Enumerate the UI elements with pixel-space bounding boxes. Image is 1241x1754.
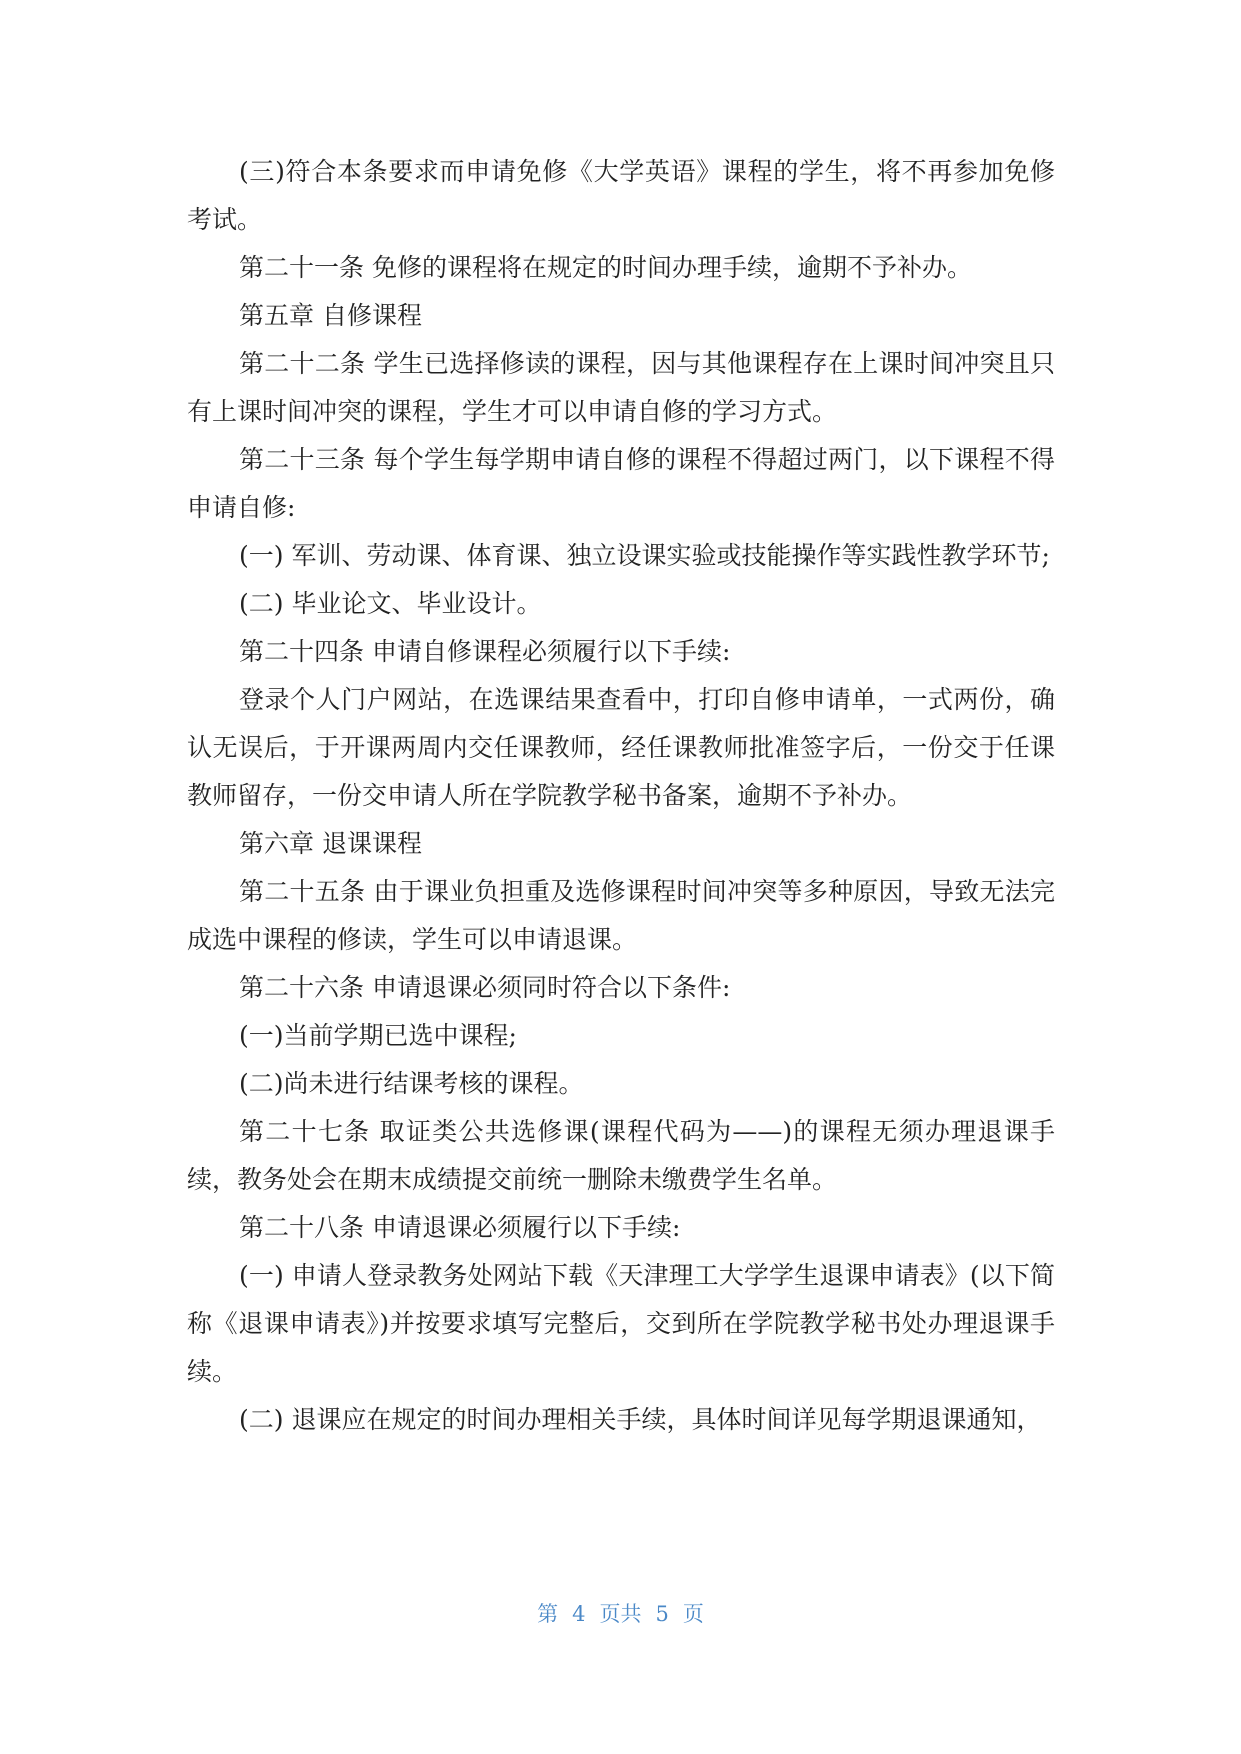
paragraph: 第二十一条 免修的课程将在规定的时间办理手续，逾期不予补办。 <box>239 253 972 282</box>
paragraph: 第二十七条 取证类公共选修课(课程代码为——)的课程无须办理退课手续，教务处会在期末成绩提交前统一删除未缴费学生名单。 <box>187 1117 1055 1194</box>
paragraph: 登录个人门户网站，在选课结果查看中，打印自修申请单，一式两份，确认无误后，于开课两周内交任课教师，经任课教师批准签字后，一份交于任课教师留存，一份交申请人所在学院教学秘书备案，逾期不予补办。 <box>187 685 1055 810</box>
footer-middle: 页共 <box>599 1602 642 1626</box>
list-item: (二) 退课应在规定的时间办理相关手续，具体时间详见每学期退课通知， <box>239 1405 1042 1434</box>
paragraph: (三)符合本条要求而申请免修《大学英语》课程的学生，将不再参加免修考试。 <box>187 157 1055 234</box>
paragraph: 第二十四条 申请自修课程必须履行以下手续: <box>239 637 731 666</box>
chapter-heading: 第五章 自修课程 <box>239 301 422 330</box>
document-body <box>187 148 1055 1444</box>
current-page-number: 4 <box>572 1602 586 1626</box>
list-item: (二) 毕业论文、毕业设计。 <box>239 589 542 618</box>
footer-prefix: 第 <box>537 1602 559 1626</box>
total-pages-number: 5 <box>655 1602 669 1626</box>
paragraph: 第二十六条 申请退课必须同时符合以下条件: <box>239 973 731 1002</box>
paragraph: 第二十三条 每个学生每学期申请自修的课程不得超过两门，以下课程不得申请自修: <box>187 445 1055 522</box>
paragraph: 第二十八条 申请退课必须履行以下手续: <box>239 1213 681 1242</box>
paragraph: 第二十二条 学生已选择修读的课程，因与其他课程存在上课时间冲突且只有上课时间冲突的课程，学生才可以申请自修的学习方式。 <box>187 349 1055 426</box>
list-item: (二)尚未进行结课考核的课程。 <box>239 1069 584 1098</box>
list-item: (一) 申请人登录教务处网站下载《天津理工大学学生退课申请表》(以下简称《退课申请表》)并按要求填写完整后，交到所在学院教学秘书处办理退课手续。 <box>187 1261 1055 1386</box>
list-item: (一) 军训、劳动课、体育课、独立设课实验或技能操作等实践性教学环节; <box>239 541 1050 570</box>
footer-suffix: 页 <box>682 1602 704 1626</box>
page-footer <box>0 1598 1241 1628</box>
paragraph: 第二十五条 由于课业负担重及选修课程时间冲突等多种原因，导致无法完成选中课程的修读，学生可以申请退课。 <box>187 877 1055 954</box>
chapter-heading: 第六章 退课课程 <box>239 829 422 858</box>
list-item: (一)当前学期已选中课程; <box>239 1021 517 1050</box>
